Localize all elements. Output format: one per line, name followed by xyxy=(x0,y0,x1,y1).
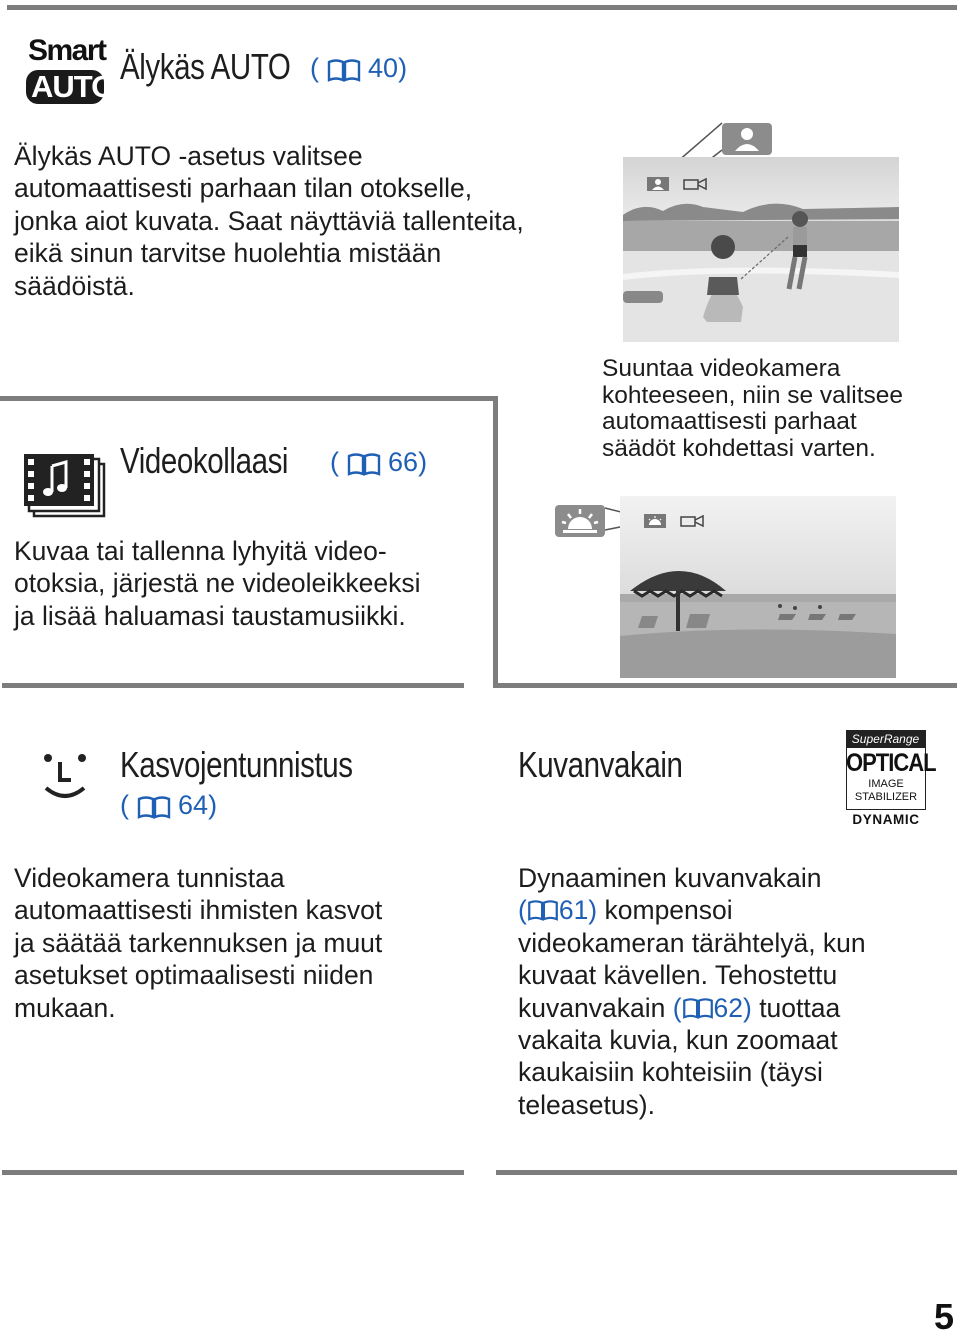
image-stabilizer-title: Kuvanvakain xyxy=(518,744,683,785)
video-snapshot-body-line: Kuvaa tai tallenna lyhyitä video- xyxy=(14,536,387,566)
smart-auto-page-ref[interactable] xyxy=(310,53,407,84)
image-stabilizer-body xyxy=(518,862,938,1121)
section-frame-bottom-left xyxy=(2,683,464,688)
face-detection-body-line: Videokamera tunnistaa xyxy=(14,863,285,893)
logo-image: IMAGE xyxy=(868,778,904,790)
powered-is-ref-page: 62) xyxy=(713,992,752,1023)
video-snapshot-body-line: ja lisää haluamasi taustamusiikki. xyxy=(14,600,406,631)
image-stabilizer-body-line xyxy=(518,992,938,1024)
smart-auto-body-line: eikä sinun tarvitse huolehtia mistään xyxy=(14,238,442,269)
powered-is-ref[interactable] xyxy=(673,993,752,1023)
image-stabilizer-body-line: vakaita kuvia, kun zoomaat xyxy=(518,1025,838,1056)
section-frame-bottom-right xyxy=(493,683,957,688)
photo-camcorder-icon xyxy=(680,514,706,528)
face-detection-title: Kasvojentunnistus xyxy=(120,744,353,785)
book-icon xyxy=(682,997,714,1019)
smart-auto-caption xyxy=(602,356,952,462)
logo-optical: OPTICAL xyxy=(846,748,936,777)
smart-auto-icon-top: Smart xyxy=(28,34,106,67)
face-detection-body xyxy=(14,862,484,1024)
smart-auto-body-line: automaattisesti parhaan tilan otokselle, xyxy=(14,173,473,204)
smart-auto-body-line: jonka aiot kuvata. Saat näyttäviä tallenteita, xyxy=(14,205,524,236)
video-snapshot-body xyxy=(14,535,484,632)
dynamic-is-ref-open: ( xyxy=(518,895,527,926)
section-frame-top xyxy=(0,396,498,401)
video-snapshot-ref-page: 66) xyxy=(388,447,428,477)
face-detection-ref-open: ( xyxy=(120,790,129,820)
smart-auto-ref-open: ( xyxy=(310,53,319,83)
video-snapshot-icon xyxy=(22,454,108,518)
smart-auto-body xyxy=(14,140,594,302)
video-snapshot-title: Videokollaasi xyxy=(120,440,289,481)
dynamic-is-ref[interactable] xyxy=(518,895,597,925)
superrange-ois-logo xyxy=(846,730,936,828)
smart-auto-title: Älykäs AUTO xyxy=(120,46,291,87)
image-stabilizer-body-line: videokameran tärähtelyä, kun xyxy=(518,927,866,958)
book-icon xyxy=(327,58,361,82)
face-detection-icon xyxy=(40,750,90,802)
video-snapshot-body-line: otoksia, järjestä ne videoleikkeeksi xyxy=(14,568,421,599)
bottom-rule-right xyxy=(496,1170,957,1175)
face-detection-ref-page: 64) xyxy=(178,790,218,820)
caption-line: automaattisesti parhaat xyxy=(602,408,857,435)
book-icon xyxy=(137,795,171,819)
section-frame-right xyxy=(493,396,498,688)
caption-line: säädöt kohdettasi varten. xyxy=(602,434,876,462)
caption-line: Suuntaa videokamera xyxy=(602,355,841,382)
page-number: 5 xyxy=(934,1296,955,1337)
beach-kids-photo xyxy=(623,157,899,342)
caption-line: kohteeseen, niin se valitsee xyxy=(602,381,903,409)
smart-auto-icon-bottom: AUTO xyxy=(31,69,115,104)
sunset-mode-icon xyxy=(555,505,605,537)
smart-auto-ref-page: 40) xyxy=(368,53,408,83)
image-stabilizer-body-line: kuvaat kävellen. Tehostettu xyxy=(518,960,838,991)
book-icon xyxy=(347,452,381,476)
image-stabilizer-body-line: Dynaaminen kuvanvakain xyxy=(518,863,822,893)
beach-umbrella-photo xyxy=(620,496,896,678)
logo-dynamic: DYNAMIC xyxy=(852,812,920,827)
logo-stabilizer: STABILIZER xyxy=(854,791,918,803)
image-stabilizer-body-line: teleasetus). xyxy=(518,1089,655,1120)
dynamic-is-ref-page: 61) xyxy=(558,895,598,926)
video-snapshot-ref-open: ( xyxy=(330,447,339,477)
image-stabilizer-text: tuottaa xyxy=(751,992,841,1023)
video-snapshot-page-ref[interactable] xyxy=(330,447,427,478)
bottom-rule-left xyxy=(2,1170,464,1175)
powered-is-ref-open: ( xyxy=(672,992,682,1023)
photo-mode-icon-portrait xyxy=(647,177,669,191)
image-stabilizer-text: kompensoi xyxy=(597,895,733,926)
image-stabilizer-text: kuvanvakain xyxy=(518,992,673,1023)
face-detection-body-line: automaattisesti ihmisten kasvot xyxy=(14,895,383,926)
face-detection-body-line: asetukset optimaalisesti niiden xyxy=(14,960,374,991)
face-detection-body-line: mukaan. xyxy=(14,992,116,1023)
book-icon xyxy=(527,899,559,921)
face-detection-page-ref[interactable] xyxy=(120,790,217,821)
image-stabilizer-body-line xyxy=(518,894,938,926)
image-stabilizer-body-line: kaukaisiin kohteisiin (täysi xyxy=(518,1057,823,1088)
smart-auto-body-line: Älykäs AUTO -asetus valitsee xyxy=(14,141,363,171)
smart-auto-body-line: säädöistä. xyxy=(14,270,135,301)
logo-superrange: SuperRange xyxy=(846,730,925,748)
top-rule xyxy=(7,5,957,10)
face-detection-body-line: ja säätää tarkennuksen ja muut xyxy=(14,927,383,958)
photo-camcorder-icon xyxy=(683,177,709,191)
smart-auto-icon xyxy=(26,34,115,106)
photo-mode-icon-sunset xyxy=(644,514,666,528)
